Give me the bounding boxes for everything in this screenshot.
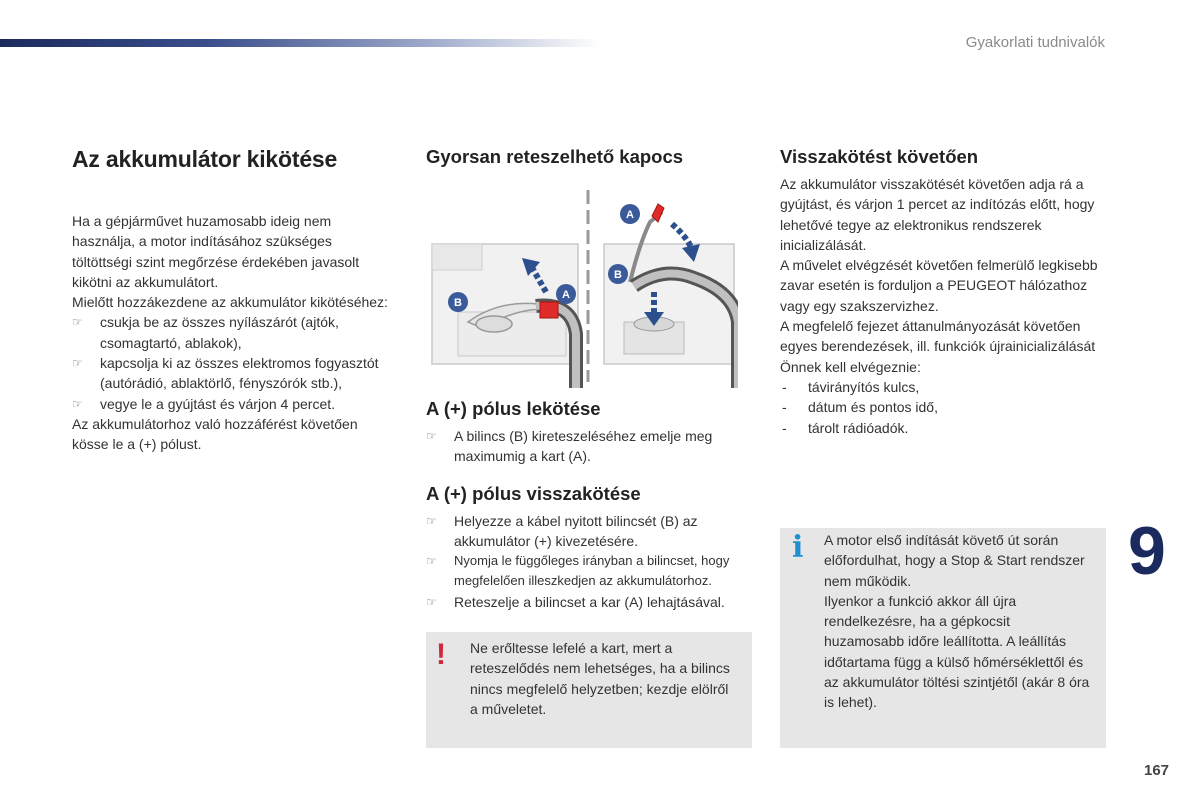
pointing-finger-icon: ☞	[426, 429, 437, 443]
after-reconnect-title: Visszakötést követően	[780, 146, 979, 167]
disconnect-section-title: A (+) pólus lekötése	[426, 398, 601, 419]
outro-paragraph: Az akkumulátorhoz való hozzáférést követően kösse le a (+) pólust.	[72, 415, 358, 453]
list-item: ☞ vegye le a gyújtást és várjon 4 percet.	[72, 394, 392, 414]
exclamation-icon: !	[436, 638, 446, 671]
pointing-finger-icon: ☞	[426, 554, 437, 569]
intro-paragraph-2: Mielőtt hozzákezdene az akkumulátor kikötéséhez:	[72, 294, 388, 311]
reconnect-section-title: A (+) pólus visszakötése	[426, 482, 641, 504]
warning-text: Ne erőltesse lefelé a kart, mert a reteszelődés nem lehetséges, ha a bilincs nincs megfelelő helyzetben; kezdje elölről a műveletet.	[470, 640, 730, 717]
pointing-finger-icon: ☞	[72, 356, 83, 371]
after-paragraph-3: A megfelelő fejezet áttanulmányozását követően egyes berendezések, ill. funkciók újrainicializálását Önnek kell elvégeznie:	[780, 318, 1096, 375]
label-b-closed: B	[614, 269, 622, 281]
precaution-list	[72, 312, 392, 413]
header-gradient-bar	[0, 39, 600, 47]
after-paragraph-1: Az akkumulátor visszakötését követően adja rá a gyújtást, és várjon 1 percet az indítózás előtt, hogy lehetővé tegye az elektronikus rendszerek inicializálását.	[780, 176, 1095, 253]
pointing-finger-icon: ☞	[72, 396, 83, 411]
pointing-finger-icon: ☞	[426, 594, 437, 609]
label-b-open: B	[454, 297, 462, 309]
column-disconnect-battery	[72, 140, 392, 455]
warning-box	[426, 632, 752, 748]
chapter-number: 9	[1128, 513, 1166, 589]
list-item: ☞ Nyomja le függőleges irányban a bilincset, hogy megfelelően illeszkedjen az akkumulátorhoz.	[426, 553, 730, 589]
label-a-open: A	[562, 289, 570, 301]
section-header-title: Gyakorlati tudnivalók	[965, 34, 1105, 51]
list-item: ☞ A bilincs (B) kireteszeléséhez emelje meg maximumig a kart (A).	[426, 428, 713, 465]
battery-clamp-illustration	[428, 182, 738, 388]
reconnect-steps	[426, 511, 752, 612]
list-item: - tárolt rádióadók.	[782, 419, 909, 436]
list-item: ☞ kapcsolja ki az összes elektromos fogyasztót (autórádió, ablaktörlő, fényszórók stb.),	[72, 355, 379, 392]
disconnect-steps	[426, 426, 752, 467]
list-item: ☞ Reteszelje a bilincset a kar (A) lehajtásával.	[426, 592, 752, 612]
info-box	[780, 528, 1106, 748]
intro-paragraph-1: Ha a gépjárművet huzamosabb ideig nem használja, a motor indításához szükséges töltöttségi szint megőrzése érdekében javasolt kikötni az akkumulátort.	[72, 213, 360, 290]
info-icon: i	[792, 530, 804, 565]
clamp-section-title: Gyorsan reteszelhető kapocs	[426, 146, 684, 167]
column-quick-release-clamp	[426, 140, 752, 612]
pointing-finger-icon: ☞	[72, 315, 83, 330]
info-text-2: Ilyenkor a funkció akkor áll újra rendelkezésre, ha a gépkocsit huzamosabb időre leállította. A leállítás időtartama függ a külső hőmérséklettől és az akkumulátor töltési szintjétől (akár 8 óra is lehet).	[824, 592, 1090, 711]
list-item: ☞ Helyezze a kábel nyitott bilincsét (B) az akkumulátor (+) kivezetésére.	[426, 512, 698, 549]
list-item: ☞ csukja be az összes nyílászárót (ajtók, csomagtartó, ablakok),	[72, 314, 339, 351]
after-paragraph-2: A művelet elvégzését követően felmerülő legkisebb zavar esetén is forduljon a PEUGEOT hálózathoz vagy egy szakszervizhez.	[780, 257, 1098, 314]
column-after-reconnect	[780, 140, 1110, 438]
list-item: - dátum és pontos idő,	[782, 399, 938, 416]
label-a-closed: A	[626, 209, 634, 221]
info-text: A motor első indítását követő út során előfordulhat, hogy a Stop & Start rendszer nem működik.	[824, 532, 1085, 589]
page-title: Az akkumulátor kikötése	[72, 146, 338, 172]
reinit-list	[780, 377, 1110, 438]
clamp-illustration-svg	[428, 182, 738, 388]
clamp-open-view	[432, 190, 588, 388]
page-number: 167	[1144, 762, 1170, 779]
pointing-finger-icon: ☞	[426, 513, 437, 528]
list-item: - távirányítós kulcs,	[782, 378, 920, 395]
clamp-closed-view	[604, 204, 738, 388]
